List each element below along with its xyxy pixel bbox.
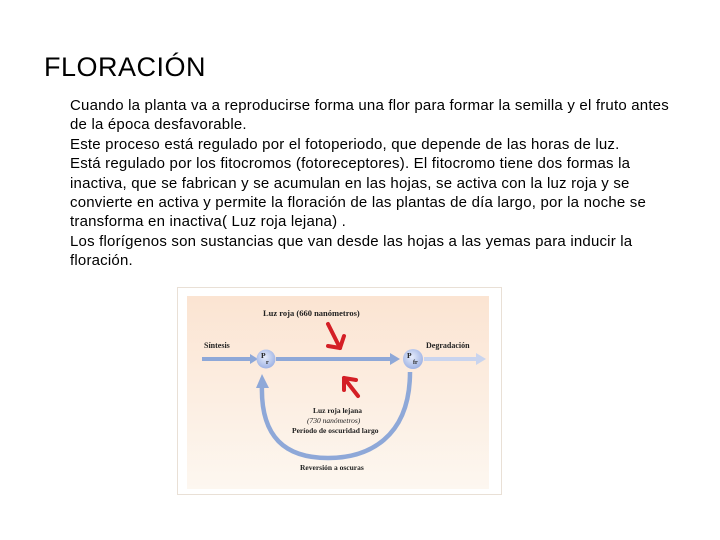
body-text — [70, 96, 680, 271]
label-reversion: Reversión a oscuras — [300, 463, 364, 472]
pfr-subscript: fr — [413, 360, 418, 366]
phytochrome-diagram — [177, 287, 502, 495]
slide-title: FLORACIÓN — [44, 52, 207, 82]
label-luz-roja-lejana: Luz roja lejana — [313, 406, 363, 415]
label-sintesis: Síntesis — [204, 341, 230, 350]
label-periodo-oscuridad: Período de oscuridad largo — [292, 426, 379, 435]
paragraph-reproduccion: Cuando la planta va a reproducirse forma una flor para formar la semilla y el fruto antes de la época desfavorable. — [70, 97, 669, 134]
pr-node — [257, 350, 276, 369]
phytochrome-diagram-svg — [178, 288, 501, 494]
paragraph-fitocromos: Está regulado por los fitocromos (fotoreceptores). El fitocromo tiene dos formas la inactiva, que se fabrican y se acumulan en las hojas, se activa con la luz roja y se convierte en activa y permite la floración de las plantas de día largo, por la noche se transforma en inactiva( Luz roja lejana) . — [70, 155, 647, 231]
paragraph-fotoperiodo: Este proceso está regulado por el fotoperiodo, que depende de las horas de luz. — [70, 135, 620, 153]
pfr-node — [403, 349, 423, 369]
label-nm-lejana: (730 nanómetros) — [307, 416, 361, 425]
label-degradacion: Degradación — [426, 341, 470, 350]
pr-label: P — [261, 351, 266, 360]
pr-subscript: r — [266, 360, 269, 366]
label-luz-roja: Luz roja (660 nanómetros) — [263, 308, 360, 318]
paragraph-florigenos: Los florígenos son sustancias que van desde las hojas a las yemas para inducir la floración. — [70, 232, 633, 270]
diagram-background — [187, 296, 489, 489]
pfr-label: P — [407, 351, 412, 360]
